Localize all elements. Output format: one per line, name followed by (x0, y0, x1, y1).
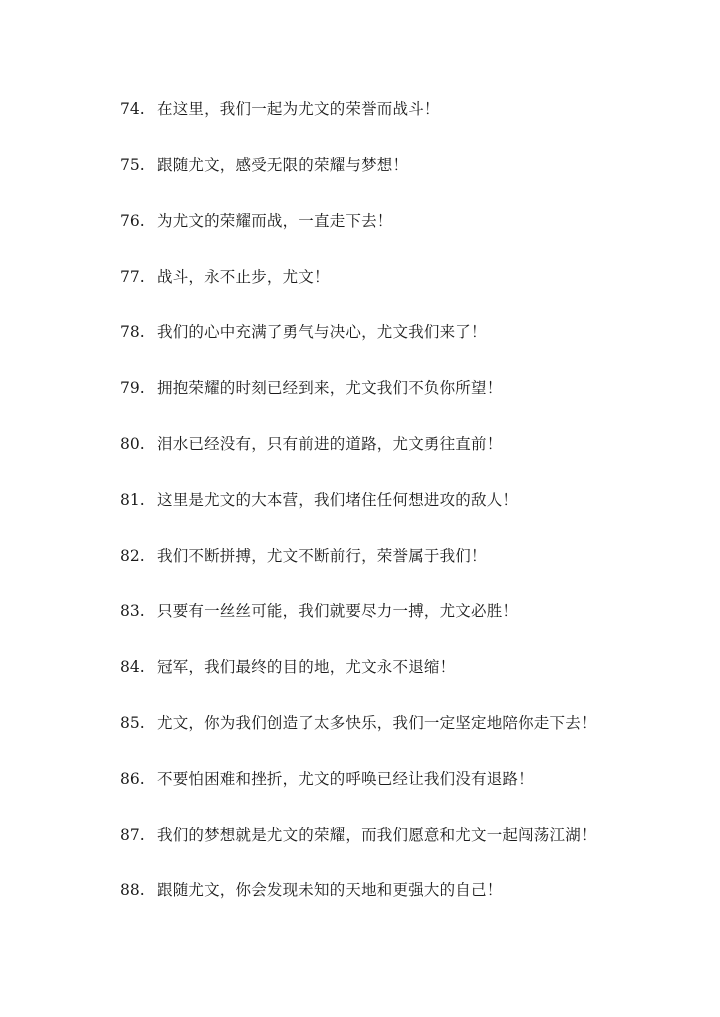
list-item (120, 473, 597, 529)
item-text: 拥抱荣耀的时刻已经到来，尤文我们不负你所望！ (157, 379, 503, 398)
list-item (120, 305, 597, 361)
item-text: 只要有一丝丝可能，我们就要尽力一搏，尤文必胜！ (157, 602, 519, 621)
item-number: 78. (120, 323, 145, 342)
slogan-list (120, 82, 597, 919)
item-text: 为尤文的荣耀而战，一直走下去！ (157, 211, 393, 230)
item-text: 在这里，我们一起为尤文的荣誉而战斗！ (157, 100, 440, 119)
item-number: 75. (120, 155, 145, 174)
list-item (120, 584, 597, 640)
item-text: 我们的梦想就是尤文的荣耀，而我们愿意和尤文一起闯荡江湖！ (157, 825, 597, 844)
item-text: 冠军，我们最终的目的地，尤文永不退缩！ (157, 658, 456, 677)
item-text: 我们的心中充满了勇气与决心，尤文我们来了！ (157, 323, 487, 342)
list-item (120, 640, 597, 696)
item-text: 跟随尤文，感受无限的荣耀与梦想！ (157, 155, 409, 174)
item-number: 86. (120, 769, 145, 788)
item-number: 88. (120, 881, 145, 900)
item-number: 85. (120, 713, 145, 732)
item-number: 87. (120, 825, 145, 844)
item-text: 跟随尤文，你会发现未知的天地和更强大的自己！ (157, 881, 503, 900)
list-item (120, 863, 597, 919)
item-number: 82. (120, 546, 145, 565)
list-item (120, 361, 597, 417)
item-number: 84. (120, 658, 145, 677)
list-item (120, 194, 597, 250)
list-item (120, 417, 597, 473)
list-item (120, 696, 597, 752)
list-item (120, 752, 597, 808)
list-item (120, 528, 597, 584)
item-number: 81. (120, 490, 145, 509)
list-item (120, 82, 597, 138)
list-item (120, 807, 597, 863)
item-number: 77. (120, 267, 145, 286)
item-text: 不要怕困难和挫折，尤文的呼唤已经让我们没有退路！ (157, 769, 534, 788)
item-number: 79. (120, 379, 145, 398)
list-item (120, 138, 597, 194)
item-number: 80. (120, 434, 145, 453)
item-text: 这里是尤文的大本营，我们堵住任何想进攻的敌人！ (157, 490, 519, 509)
list-item (120, 249, 597, 305)
item-text: 泪水已经没有，只有前进的道路，尤文勇往直前！ (157, 434, 503, 453)
item-text: 我们不断拼搏，尤文不断前行，荣誉属于我们！ (157, 546, 487, 565)
item-text: 尤文，你为我们创造了太多快乐，我们一定坚定地陪你走下去！ (157, 713, 597, 732)
item-number: 74. (120, 100, 145, 119)
item-number: 83. (120, 602, 145, 621)
item-number: 76. (120, 211, 145, 230)
item-text: 战斗，永不止步，尤文！ (157, 267, 330, 286)
